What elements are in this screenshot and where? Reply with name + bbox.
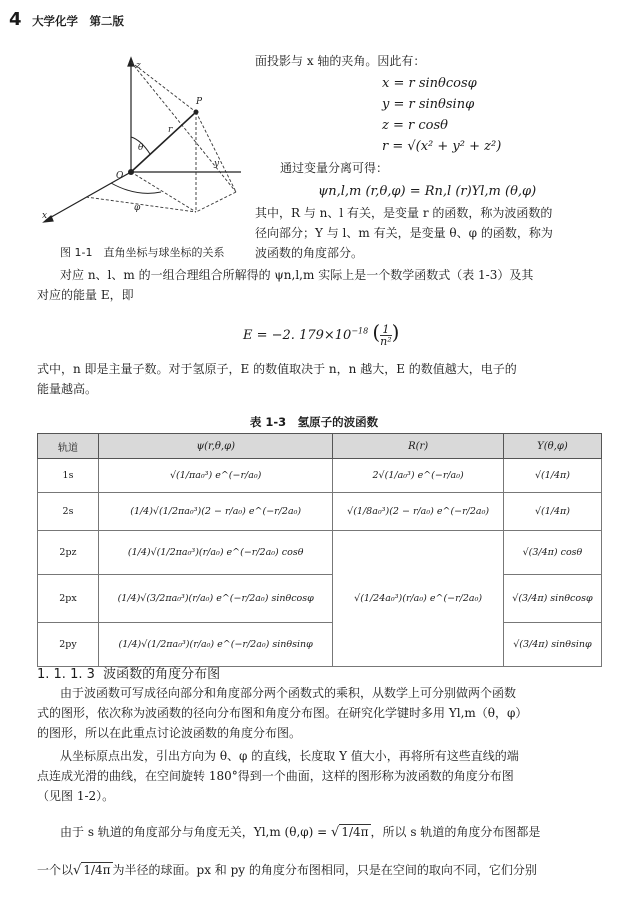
- Y-cell: √(3/4π) cosθ: [503, 531, 601, 575]
- psi-cell: (1/4)√(1/2πa₀³)(2 − r/a₀) e^(−r/2a₀): [99, 493, 333, 531]
- table-row: [38, 459, 602, 493]
- header-psi: ψ(r,θ,φ): [99, 434, 333, 459]
- orbital-cell: 2py: [38, 623, 99, 667]
- energy-exp: −18: [351, 326, 369, 336]
- para2-line1: 式中，n 即是主量子数。对于氢原子，E 的数值取决于 n，n 越大，E 的数值越大，电子的: [37, 362, 517, 376]
- para5-text-2b: 为半径的球面。px 和 py 的角度分布图相同，只是在空间的取向不同，它们分别: [112, 863, 537, 877]
- Y-cell: √(1/4π): [503, 493, 601, 531]
- para5-text-1b: ，所以 s 轨道的角度分布图都是: [370, 825, 541, 839]
- radius-line: [131, 112, 196, 172]
- R-cell: √(1/24a₀³)(r/a₀) e^(−r/2a₀): [333, 531, 504, 667]
- R-cell: 2√(1/a₀³) e^(−r/a₀): [333, 459, 504, 493]
- para1-line2: 对应的能量 E，即: [37, 288, 134, 302]
- figure-caption: 图 1-1 直角坐标与球坐标的关系: [60, 246, 225, 259]
- eq-z: z = r cosθ: [382, 118, 448, 133]
- label-x: x: [42, 211, 48, 221]
- eq-x: x = r sinθcosφ: [382, 76, 477, 91]
- table-row: [38, 531, 602, 575]
- eq-y: y = r sinθsinφ: [382, 97, 475, 112]
- section-number: 1. 1. 1. 3: [37, 667, 95, 682]
- orbital-cell: 2pz: [38, 531, 99, 575]
- para2-line2: 能量越高。: [37, 382, 98, 396]
- label-theta: θ: [138, 143, 144, 153]
- Y-cell: √(3/4π) sinθcosφ: [503, 575, 601, 623]
- psi-cell: (1/4)√(1/2πa₀³)(r/a₀) e^(−r/2a₀) cosθ: [99, 531, 333, 575]
- header-R: R(r): [333, 434, 504, 459]
- label-y: y: [214, 159, 220, 169]
- book-title: 大学化学 第二版: [32, 14, 125, 28]
- right-text-4: 径向部分；Y 与 l、m 有关，是变量 θ、φ 的函数，称为: [255, 226, 553, 240]
- page-number: 4: [9, 9, 22, 30]
- orbital-cell: 1s: [38, 459, 99, 493]
- energy-num: 1: [382, 323, 390, 336]
- para5-text-2a: 一个以: [37, 863, 74, 877]
- para3-line1: 由于波函数可写成径向部分和角度部分两个函数式的乘积，从数学上可分别做两个函数: [60, 686, 517, 700]
- label-z: z: [136, 61, 141, 71]
- para4-line3: （见图 1-2）。: [37, 789, 115, 803]
- section-heading: [37, 663, 220, 682]
- psi-cell: √(1/πa₀³) e^(−r/a₀): [99, 459, 333, 493]
- page-header: [9, 9, 124, 30]
- para5-text-1a: 由于 s 轨道的角度部分与角度无关，Yl,m (θ,φ) =: [60, 825, 332, 839]
- para4-line1: 从坐标原点出发，引出方向为 θ、φ 的直线，长度取 Y 值大小，再将所有这些直线的端: [60, 749, 519, 763]
- table-row: [38, 623, 602, 667]
- energy-lhs: E = −2. 179×10: [243, 328, 352, 343]
- coordinate-figure: [36, 52, 246, 262]
- eq-psi: ψn,l,m (r,θ,φ) = Rn,l (r)Yl,m (θ,φ): [318, 184, 537, 199]
- header-orbital: 轨道: [38, 434, 99, 459]
- energy-equation: E = −2. $179\times 10^{-18}$ ( $\frac{1}{\text{n²}}$ ): [243, 320, 400, 348]
- table-row: [38, 493, 602, 531]
- para1-line1: 对应 n、l、m 的一组合理组合所解得的 ψn,l,m 实际上是一个数学函数式（表 1-3）及其: [60, 268, 534, 282]
- para5-line1: 由于 s 轨道的角度部分与角度无关，Yl,m (θ,φ) = √ 1/4π ，所以 s 轨道的角度分布图都是: [60, 825, 541, 840]
- psi-cell: (1/4)√(3/2πa₀³)(r/a₀) e^(−r/2a₀) sinθcosφ: [99, 575, 333, 623]
- label-O: O: [116, 171, 124, 181]
- para3-line2: 式的图形，依次称为波函数的径向分布图和角度分布图。在研究化学键时多用 Yl,m（θ，φ）: [37, 706, 528, 720]
- para4-line2: 点连成光滑的曲线，在空间旋转 180°得到一个曲面，这样的图形称为波函数的角度分布图: [37, 769, 514, 783]
- right-text-3: 其中，R 与 n、l 有关，是变量 r 的函数，称为波函数的: [255, 206, 553, 220]
- energy-den: n²: [380, 335, 392, 348]
- label-P: P: [196, 97, 203, 107]
- orbital-cell: 2s: [38, 493, 99, 531]
- label-phi: φ: [134, 203, 141, 213]
- Y-cell: √(3/4π) sinθsinφ: [503, 623, 601, 667]
- section-title: 波函数的角度分布图: [103, 667, 221, 682]
- para5-line2: 一个以√ 1/4π 为半径的球面。px 和 py 的角度分布图相同，只是在空间的取向不同，它们分别: [37, 863, 537, 878]
- para3-line3: 的图形，所以在此重点讨论波函数的角度分布图。: [37, 726, 302, 740]
- sqrt-expression-2: 1/4π: [83, 863, 111, 877]
- label-r: r: [168, 125, 173, 135]
- table-header-row: [38, 434, 602, 459]
- header-Y: Y(θ,φ): [503, 434, 601, 459]
- table-title: 表 1-3 氢原子的波函数: [249, 415, 379, 429]
- R-cell: √(1/8a₀³)(2 − r/a₀) e^(−r/2a₀): [333, 493, 504, 531]
- right-text-5: 波函数的角度部分。: [255, 246, 364, 260]
- Y-cell: √(1/4π): [503, 459, 601, 493]
- right-text-2: 通过变量分离可得：: [280, 161, 389, 175]
- orbital-cell: 2px: [38, 575, 99, 623]
- psi-cell: (1/4)√(1/2πa₀³)(r/a₀) e^(−r/2a₀) sinθsinφ: [99, 623, 333, 667]
- table-row: [38, 575, 602, 623]
- eq-r: r = √(x² + y² + z²): [382, 139, 502, 154]
- right-text-1: 面投影与 x 轴的夹角。因此有：: [255, 54, 426, 68]
- wavefunction-table: [37, 433, 602, 667]
- sqrt-expression-1: 1/4π: [341, 825, 369, 839]
